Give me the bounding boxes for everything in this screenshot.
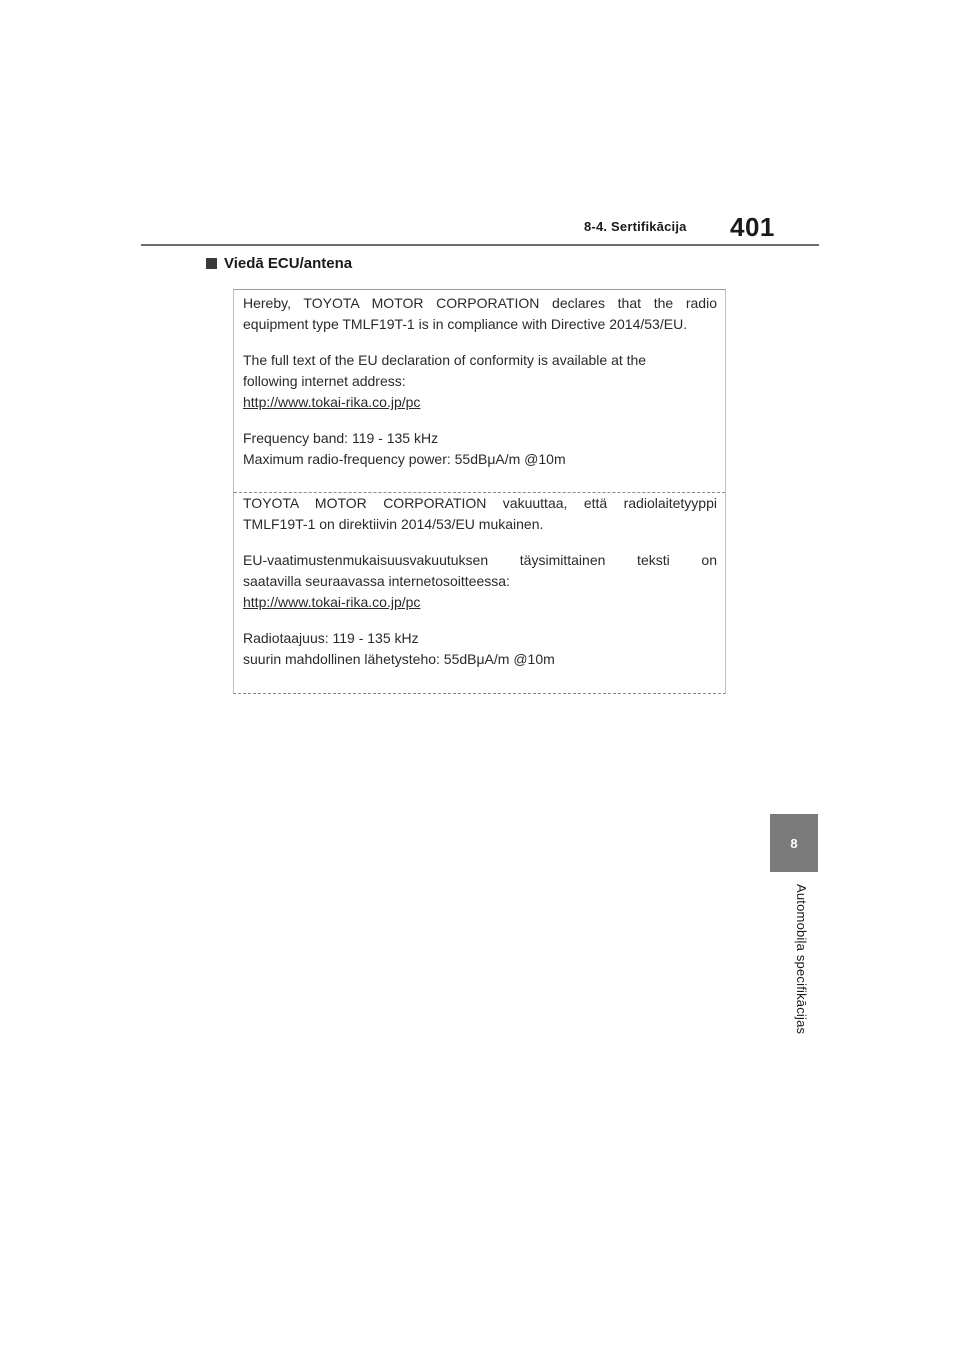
declaration-english [243,293,717,470]
chapter-side-label: Automobiļa specifikācijas [794,884,809,1035]
declaration-en-line2: equipment type TMLF19T-1 is in compliance with Directive 2014/53/EU. [243,316,688,332]
declaration-fi-line2: TMLF19T-1 on direktiivin 2014/53/EU mukainen. [243,516,544,532]
declaration-en-frequency: Frequency band: 119 - 135 kHz [243,430,439,446]
declaration-fi-line4: saatavilla seuraavassa internetosoitteessa: [243,573,510,589]
chapter-tab[interactable] [770,814,818,872]
declaration-fi-power: suurin mahdollinen lähetysteho: 55dBμA/m @10m [243,651,555,667]
section-heading-title: Viedā ECU/antena [224,255,353,272]
declaration-fi-link[interactable]: http://www.tokai-rika.co.jp/pc [243,594,421,610]
declaration-en-line4: following internet address: [243,373,406,389]
declaration-box [233,289,726,694]
square-bullet-icon [206,258,217,269]
section-heading [206,255,352,272]
declaration-fi-frequency: Radiotaajuus: 119 - 135 kHz [243,630,419,646]
declaration-en-line1: Hereby, TOYOTA MOTOR CORPORATION declares that the radio [243,295,717,311]
chapter-number: 8 [790,835,798,851]
page-number: 401 [730,212,775,242]
declaration-fi-line1: TOYOTA MOTOR CORPORATION vakuuttaa, että radiolaitetyyppi [243,495,717,511]
declaration-fi-line3: EU-vaatimustenmukaisuusvakuutuksen täysimittainen teksti on [243,552,717,568]
declaration-en-link[interactable]: http://www.tokai-rika.co.jp/pc [243,394,421,410]
header-divider [141,244,819,246]
declaration-finnish [243,493,717,670]
declaration-en-power: Maximum radio-frequency power: 55dBμA/m @10m [243,451,566,467]
declaration-en-line3: The full text of the EU declaration of conformity is available at the [243,352,647,368]
header-section-title: 8-4. Sertifikācija [584,219,687,234]
